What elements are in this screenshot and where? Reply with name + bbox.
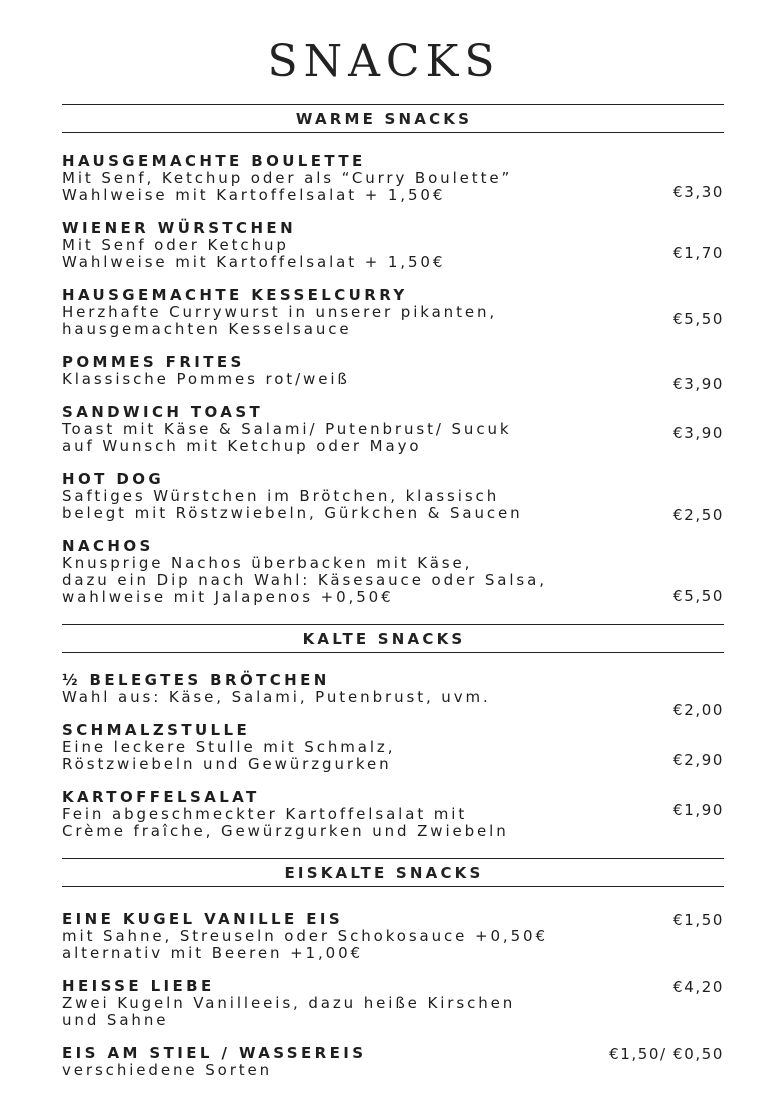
item-name: HEISSE LIEBE bbox=[62, 977, 215, 995]
section-divider bbox=[62, 886, 724, 887]
item-price: €1,90 bbox=[673, 801, 724, 819]
item-name: WIENER WÜRSTCHEN bbox=[62, 219, 297, 237]
item-desc: und Sahne bbox=[62, 1011, 169, 1029]
item-name: EINE KUGEL VANILLE EIS bbox=[62, 910, 344, 928]
menu-item bbox=[62, 978, 724, 1029]
item-desc: Fein abgeschmeckter Kartoffelsalat mit bbox=[62, 805, 468, 823]
item-desc: alternativ mit Beeren +1,00€ bbox=[62, 944, 363, 962]
item-price: €3,90 bbox=[673, 424, 724, 442]
item-desc: hausgemachten Kesselsauce bbox=[62, 320, 352, 338]
item-desc: Wahl aus: Käse, Salami, Putenbrust, uvm. bbox=[62, 688, 491, 706]
item-price: €2,90 bbox=[673, 751, 724, 769]
item-desc: Herzhafte Currywurst in unserer pikanten, bbox=[62, 303, 498, 321]
section-divider bbox=[62, 132, 724, 133]
menu-item bbox=[62, 404, 724, 455]
item-name: EIS AM STIEL / WASSEREIS bbox=[62, 1044, 367, 1062]
item-desc: Crème fraîche, Gewürzgurken und Zwiebeln bbox=[62, 822, 509, 840]
item-price: €5,50 bbox=[673, 587, 724, 605]
item-desc: verschiedene Sorten bbox=[62, 1061, 273, 1079]
item-name: HOT DOG bbox=[62, 470, 165, 488]
item-name: HAUSGEMACHTE BOULETTE bbox=[62, 152, 366, 170]
item-desc: Zwei Kugeln Vanilleeis, dazu heiße Kirschen bbox=[62, 994, 516, 1012]
item-desc: Knusprige Nachos überbacken mit Käse, bbox=[62, 554, 473, 572]
item-price: €3,90 bbox=[673, 375, 724, 393]
item-name: KARTOFFELSALAT bbox=[62, 788, 260, 806]
item-desc: Wahlweise mit Kartoffelsalat + 1,50€ bbox=[62, 253, 446, 271]
item-name: POMMES FRITES bbox=[62, 353, 245, 371]
item-desc: mit Sahne, Streuseln oder Schokosauce +0,50€ bbox=[62, 927, 548, 945]
section-title-icecold: EISKALTE SNACKS bbox=[284, 864, 484, 882]
item-desc: Röstzwiebeln und Gewürzgurken bbox=[62, 755, 392, 773]
menu-item bbox=[62, 789, 724, 840]
item-desc: Klassische Pommes rot/weiß bbox=[62, 370, 350, 388]
section-divider bbox=[62, 624, 724, 625]
section-divider bbox=[62, 652, 724, 653]
page-title: SNACKS bbox=[267, 36, 501, 87]
item-price: €1,70 bbox=[673, 244, 724, 262]
menu-item bbox=[62, 220, 724, 271]
item-name: HAUSGEMACHTE KESSELCURRY bbox=[62, 286, 408, 304]
item-price: €4,20 bbox=[673, 978, 724, 996]
item-desc: wahlweise mit Jalapenos +0,50€ bbox=[62, 588, 394, 606]
item-desc: Eine leckere Stulle mit Schmalz, bbox=[62, 738, 396, 756]
section-title-cold: KALTE SNACKS bbox=[302, 630, 466, 648]
section-title-warm: WARME SNACKS bbox=[295, 110, 473, 128]
item-desc: Saftiges Würstchen im Brötchen, klassisch bbox=[62, 487, 500, 505]
item-price: €1,50 bbox=[673, 911, 724, 929]
item-price: €3,30 bbox=[673, 183, 724, 201]
menu-item bbox=[62, 538, 724, 606]
item-price: €2,00 bbox=[673, 701, 724, 719]
item-desc: auf Wunsch mit Ketchup oder Mayo bbox=[62, 437, 422, 455]
item-desc: Mit Senf oder Ketchup bbox=[62, 236, 289, 254]
item-price: €5,50 bbox=[673, 310, 724, 328]
menu-item bbox=[62, 354, 724, 388]
section-divider bbox=[62, 858, 724, 859]
item-desc: Mit Senf, Ketchup oder als “Curry Boulette” bbox=[62, 169, 513, 187]
item-price: €1,50/ €0,50 bbox=[609, 1045, 724, 1063]
item-name: SANDWICH TOAST bbox=[62, 403, 264, 421]
item-name: NACHOS bbox=[62, 537, 154, 555]
menu-item bbox=[62, 287, 724, 338]
item-desc: dazu ein Dip nach Wahl: Käsesauce oder Salsa, bbox=[62, 571, 547, 589]
menu-item bbox=[62, 153, 724, 204]
menu-item bbox=[62, 672, 724, 706]
item-desc: belegt mit Röstzwiebeln, Gürkchen & Saucen bbox=[62, 504, 523, 522]
item-desc: Toast mit Käse & Salami/ Putenbrust/ Sucuk bbox=[62, 420, 512, 438]
item-name: ½ BELEGTES BRÖTCHEN bbox=[62, 671, 330, 689]
section-divider bbox=[62, 104, 724, 105]
item-desc: Wahlweise mit Kartoffelsalat + 1,50€ bbox=[62, 186, 446, 204]
menu-item bbox=[62, 471, 724, 522]
menu-item bbox=[62, 911, 724, 962]
item-price: €2,50 bbox=[673, 506, 724, 524]
menu-item bbox=[62, 722, 724, 773]
item-name: SCHMALZSTULLE bbox=[62, 721, 251, 739]
